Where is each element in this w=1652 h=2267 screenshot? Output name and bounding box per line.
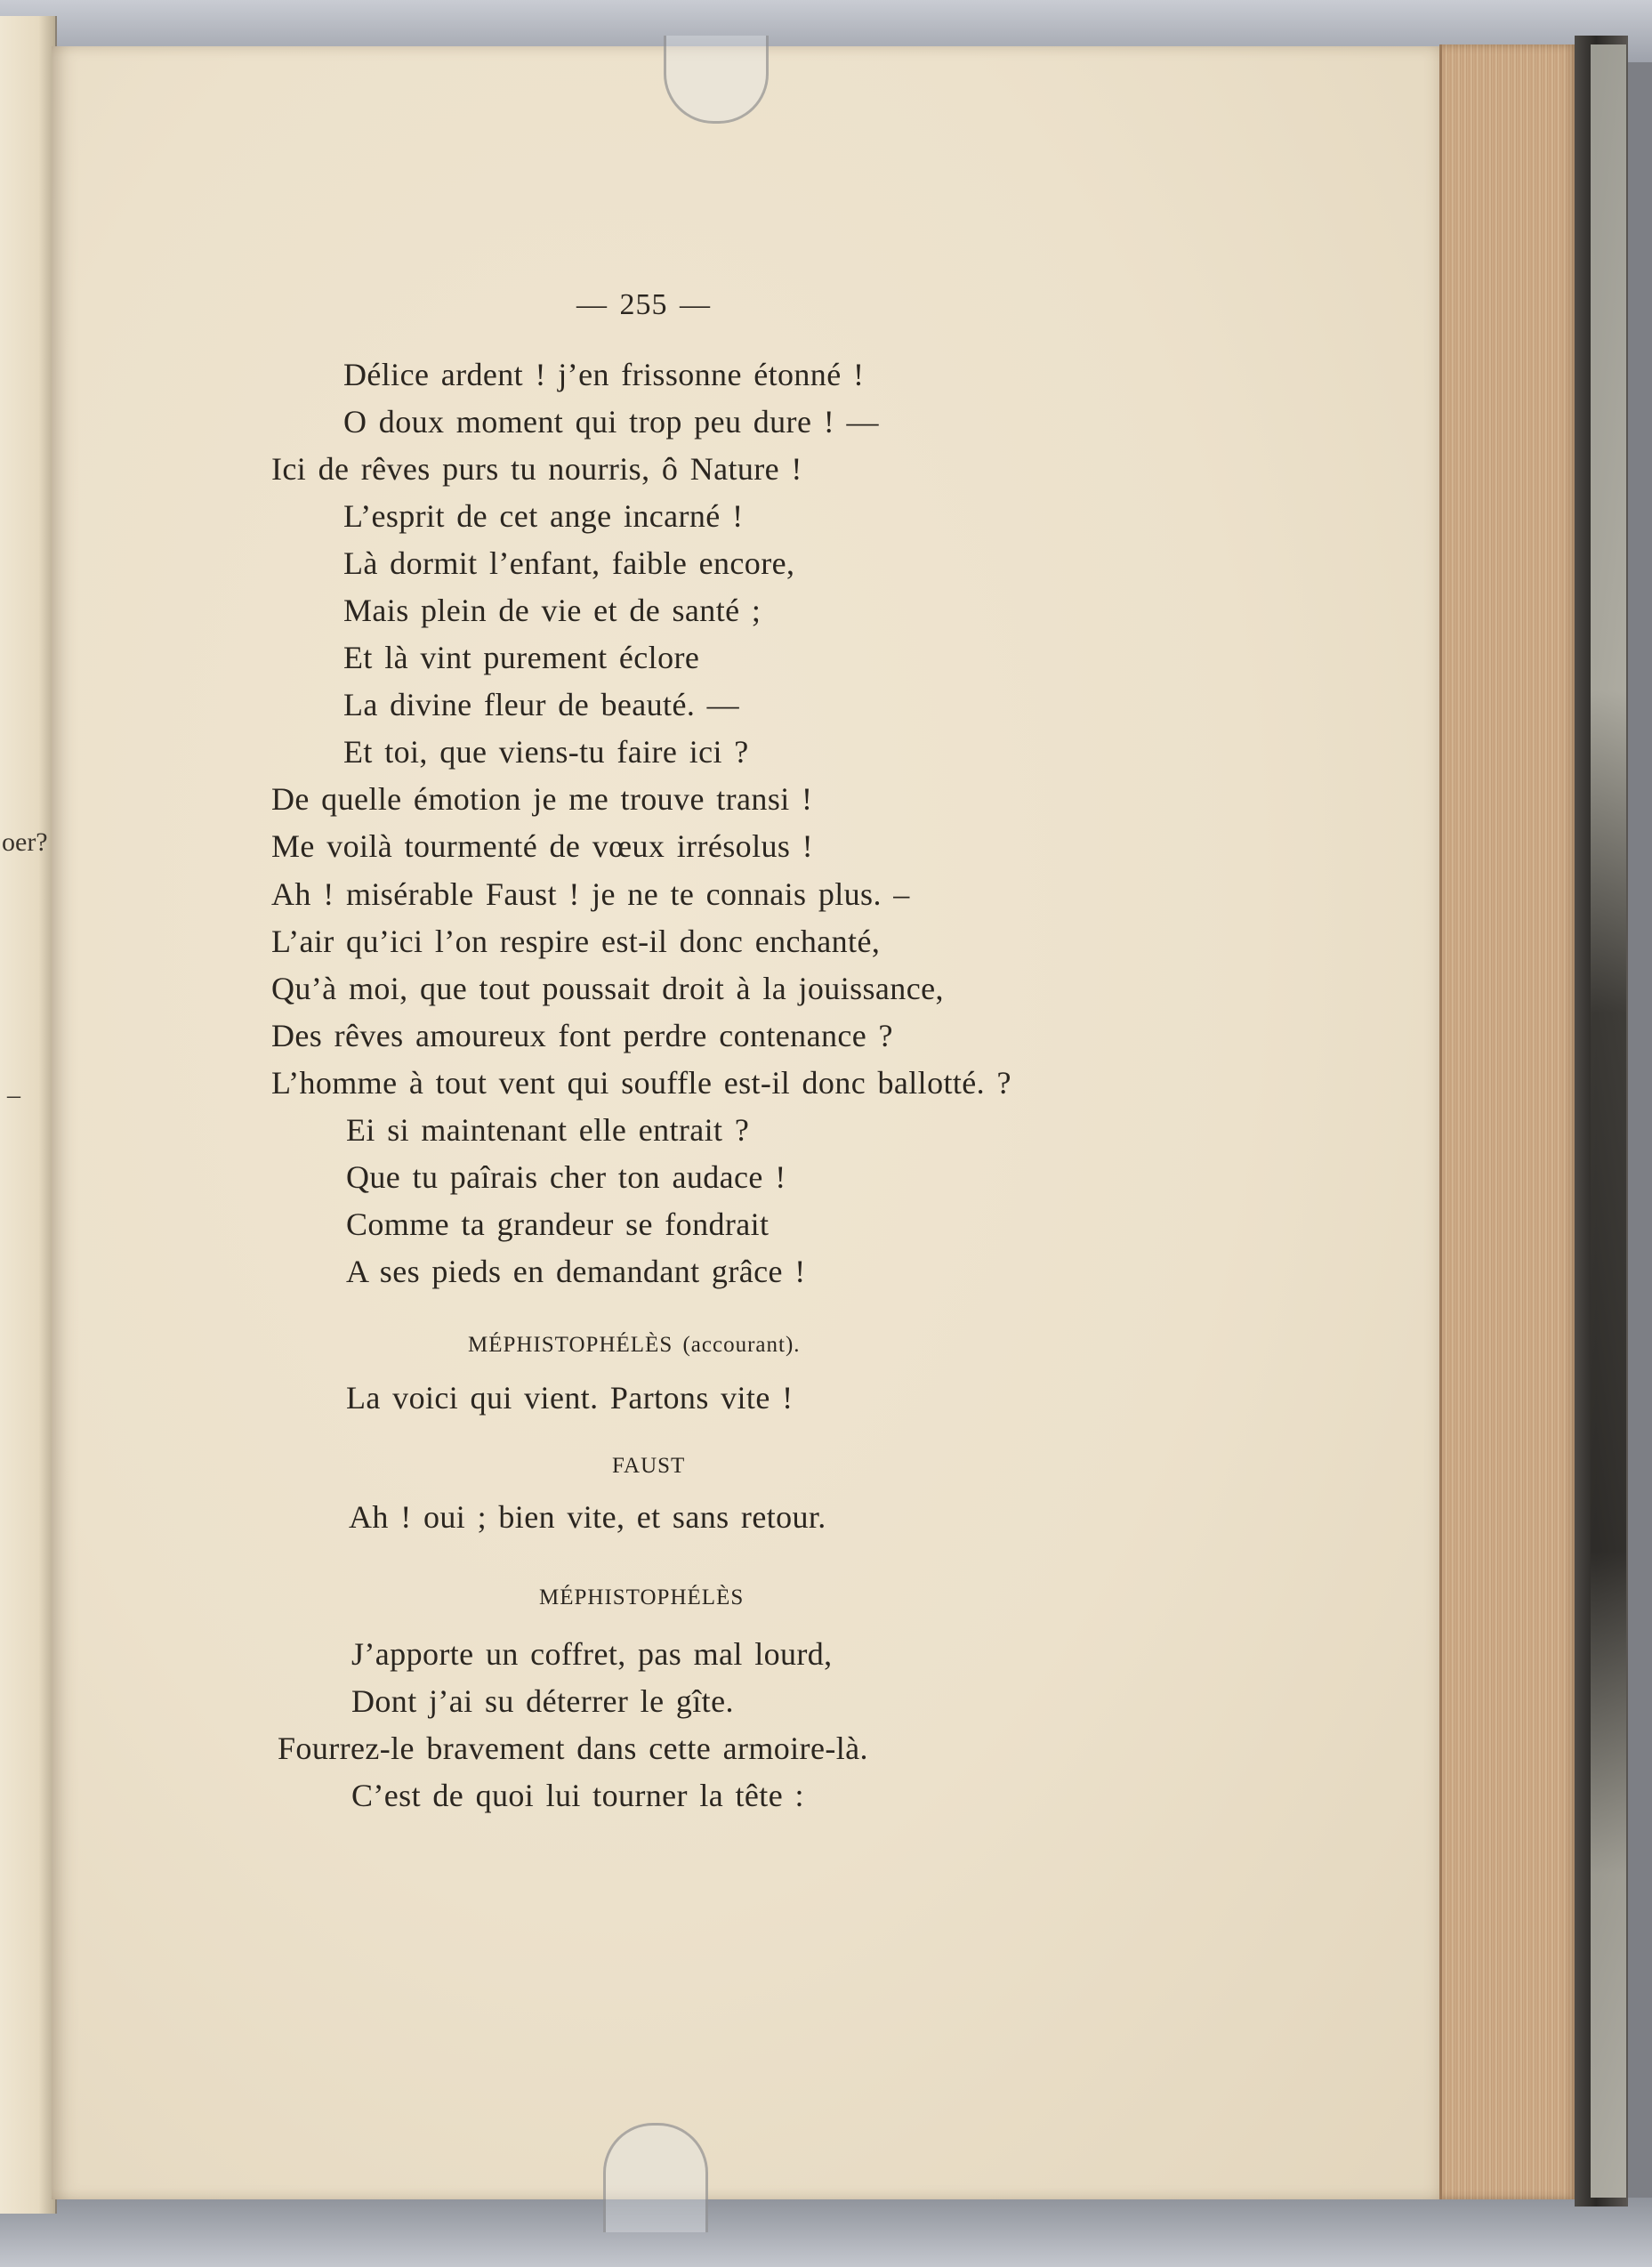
speaker-heading: FAUST (612, 1454, 686, 1478)
verse-line: Mais plein de vie et de santé ; (343, 593, 762, 628)
left-page-edge (0, 16, 57, 2214)
verse-line: La divine fleur de beauté. — (343, 687, 740, 722)
verse-line: Fourrez-le bravement dans cette armoire-là. (278, 1731, 868, 1766)
speaker-heading: MÉPHISTOPHÉLÈS (539, 1585, 745, 1609)
verse-line: L’esprit de cet ange incarné ! (343, 498, 744, 534)
verse-line: La voici qui vient. Partons vite ! (346, 1380, 794, 1416)
verse-line: L’air qu’ici l’on respire est-il donc enchanté, (271, 924, 881, 959)
verse-line: De quelle émotion je me trouve transi ! (271, 781, 813, 817)
verse-line: Ici de rêves purs tu nourris, ô Nature ! (271, 451, 802, 487)
verse-line: Ah ! oui ; bien vite, et sans retour. (349, 1499, 826, 1535)
verse-line: Et toi, que viens-tu faire ici ? (343, 734, 749, 770)
page-clip-bottom (603, 2123, 708, 2232)
verse-line: Comme ta grandeur se fondrait (346, 1206, 770, 1242)
page-number: — 255 — (576, 288, 711, 321)
verse-line: Des rêves amoureux font perdre contenance ? (271, 1018, 893, 1053)
verse-line: Qu’à moi, que tout poussait droit à la jouissance, (271, 971, 944, 1006)
verse-line: Dont j’ai su déterrer le gîte. (351, 1683, 734, 1719)
left-page-fragment: – (7, 1080, 20, 1109)
cover-strip (1591, 44, 1626, 2198)
verse-line: Ei si maintenant elle entrait ? (346, 1112, 750, 1148)
verse-line: Ah ! misérable Faust ! je ne te connais plus. – (271, 876, 910, 912)
verse-line: J’apporte un coffret, pas mal lourd, (351, 1636, 833, 1672)
verse-line: C’est de quoi lui tourner la tête : (351, 1778, 804, 1813)
verse-line: Que tu paîrais cher ton audace ! (346, 1159, 786, 1195)
verse-line: L’homme à tout vent qui souffle est-il donc ballotté. ? (271, 1065, 1011, 1101)
background-bottom (0, 2198, 1652, 2267)
verse-line: A ses pieds en demandant grâce ! (346, 1254, 806, 1289)
verse-line: O doux moment qui trop peu dure ! — (343, 404, 879, 440)
verse-line: Là dormit l’enfant, faible encore, (343, 545, 795, 581)
speaker-heading: MÉPHISTOPHÉLÈS (accourant). (468, 1333, 801, 1357)
verse-line: Me voilà tourmenté de vœux irrésolus ! (271, 828, 814, 864)
page-stack-edges (1439, 44, 1577, 2199)
verse-line: Délice ardent ! j’en frissonne étonné ! (343, 357, 865, 392)
left-page-fragment: oer? (2, 827, 48, 857)
verse-line: Et là vint purement éclore (343, 640, 700, 675)
